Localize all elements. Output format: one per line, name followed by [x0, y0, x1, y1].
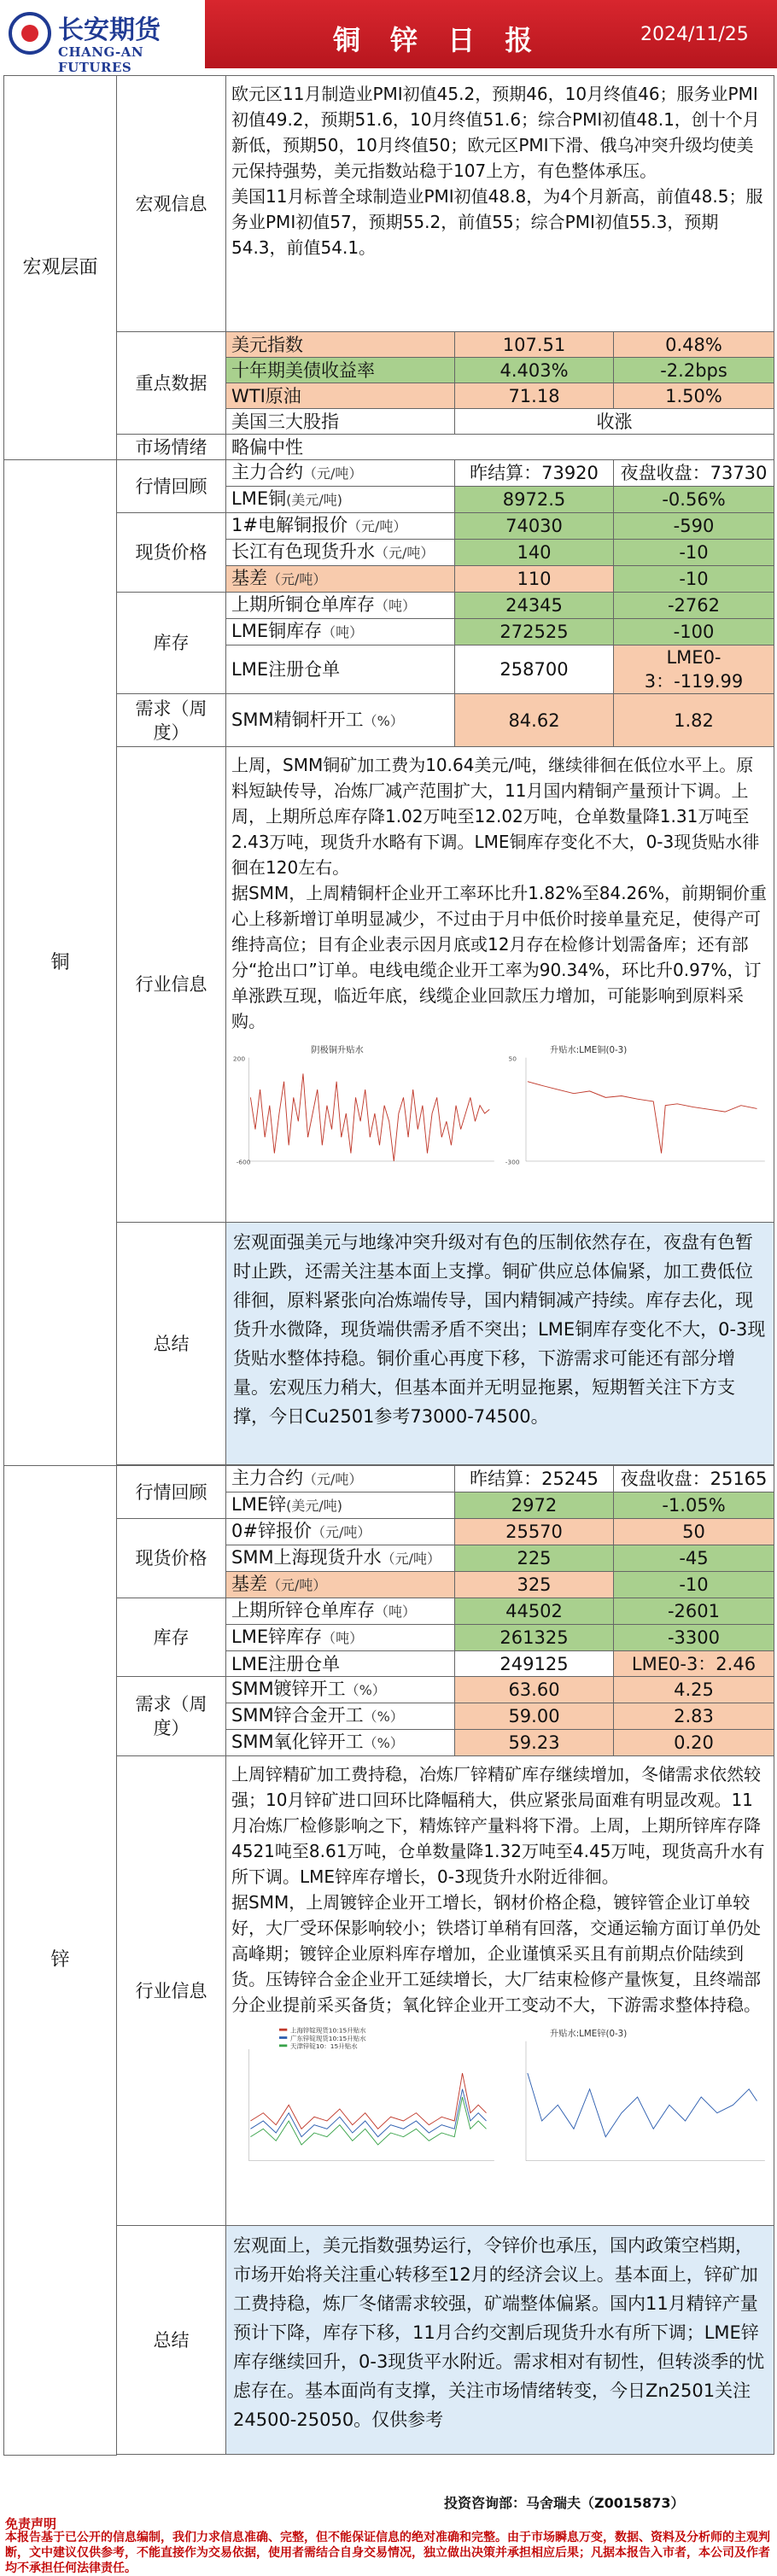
zinc-summary-text: 宏观面上，美元指数强势运行，令锌价也承压，国内政策空档期，市场开始将关注重心转移至12月的经济会议上。基本面上，锌矿加工费持稳，炼厂冬储需求较强，矿端整体偏紧。国内11月精锌产量预计下降，库存下移，11月合约交割后现货升水有所下调；LME锌库存继续回升，0-3现货平水附近。需求相对有韧性，但转淡季的忧虑存在。基本面尚有支撑，关注市场情绪转变，今日Zn2501关注24500-25050。仅供参考	[226, 2226, 774, 2455]
spot-value: 74030	[455, 513, 614, 540]
main-contract-label: 主力合约（元/吨）	[226, 1466, 455, 1492]
svg-text:200: 200	[232, 1054, 246, 1063]
demand-change: 4.25	[614, 1677, 774, 1703]
sentiment-label: 市场情绪	[117, 435, 226, 460]
spot-name: 1#电解铜报价（元/吨）	[226, 513, 455, 540]
industry-paragraph: 据SMM，上周镀锌企业开工增长，钢材价格企稳，镀锌管企业订单较好，大厂受环保影响较小；铁塔订单稍有回落，交通运输方面订单仍处高峰期；镀锌企业原料库存增加，企业谨慎采买且有前期点价陆续到货。压铸锌合金企业开工延续增长，大厂结束检修产量恢复，且终端部分企业提前采买备货；氧化锌企业开工变动不大，下游需求整体持稳。	[231, 1892, 761, 2015]
macro-info-label: 宏观信息	[117, 76, 226, 332]
demand-name: SMM精铜杆开工（%）	[226, 694, 455, 747]
consultant-info: 投资咨询部：马舍瑞夫（Z0015873）	[444, 2495, 685, 2511]
zinc-industry-text	[226, 1756, 774, 2226]
macro-key-label: 重点数据	[117, 332, 226, 435]
copper-summary-text: 宏观面强美元与地缘冲突升级对有色的压制依然存在，夜盘有色暂时止跌，还需关注基本面上支撑。铜矿供应总体偏紧，加工费低位徘徊，原料紧张向冶炼端传导，国内精铜减产持续。库存去化，现货升水微降，现货端供需矛盾不突出；LME铜库存变化不大，0-3现货贴水整体持稳。铜价重心再度下移，下游需求可能还有部分增量。宏观压力稍大，但基本面并无明显拖累，短期暂关注下方支撑，今日Cu2501参考73000-74500。	[226, 1223, 774, 1465]
copper-lme-spread-line	[527, 1082, 757, 1154]
inventory-name: LME铜库存（吨）	[226, 619, 455, 645]
zinc-lme-spread-chart	[502, 2019, 769, 2199]
spot-change: -45	[614, 1545, 774, 1572]
chart-title: 阴极铜升贴水	[311, 1045, 364, 1056]
spot-name: 长江有色现货升水（元/吨）	[226, 540, 455, 566]
spot-name: 0#锌报价（元/吨）	[226, 1519, 455, 1545]
zinc-premium-line-guangdong	[250, 2089, 486, 2137]
industry-paragraph: 据SMM，上周精铜杆企业开工率环比升1.82%至84.26%，前期铜价重心上移新增订单明显减少，不过由于月中低价时接单量充足，使得产可维持高位；目有企业表示因月底或12月存在检修计划需备库；还有部分“抢出口”订单。电线电缆企业开工率为90.34%，环比升0.97%，订单涨跌互现，临近年底，线缆企业回款压力增加，可能影响到原料采购。	[231, 883, 768, 1031]
key-data-change: 0.48%	[614, 332, 774, 358]
inventory-change: LME0-3：2.46	[614, 1651, 774, 1677]
spot-value: 110	[455, 566, 614, 593]
zinc-industry-label: 行业信息	[117, 1756, 226, 2226]
key-data-name: 十年期美债收益率	[226, 358, 455, 383]
demand-name: SMM锌合金开工（%）	[226, 1703, 455, 1730]
inventory-change: -3300	[614, 1625, 774, 1651]
inventory-change: -2601	[614, 1598, 774, 1625]
chart-title: 升贴水:LME锌(0-3)	[549, 2029, 627, 2040]
zinc-premium-chart-svg	[231, 2019, 499, 2199]
key-data-name: WTI原油	[226, 383, 455, 409]
logo-chinese: 长安期货	[58, 15, 161, 45]
copper-demand-label: 需求（周度）	[117, 694, 226, 747]
prev-settle: 昨结算：73920	[455, 460, 614, 487]
zinc-inventory-label: 库存	[117, 1598, 226, 1677]
demand-name: SMM镀锌开工（%）	[226, 1677, 455, 1703]
inventory-name: LME注册仓单	[226, 645, 455, 694]
spot-value: 140	[455, 540, 614, 566]
inventory-name: 上期所铜仓单库存（吨）	[226, 593, 455, 619]
logo-emblem-icon	[9, 12, 51, 55]
copper-lme-spread-chart-svg	[502, 1036, 769, 1215]
industry-paragraph: 上周，SMM铜矿加工费为10.64美元/吨，继续徘徊在低位水平上。原料短缺传导，冶炼厂减产范围扩大，11月国内精铜产量预计下调。上周，上期所总库存降1.02万吨至12.02万吨，仓单数量降1.31万吨至2.43万吨，现货升水略有下调。LME铜库存变化不大，0-3现货贴水徘徊在120左右。	[231, 755, 760, 878]
spot-change: -590	[614, 513, 774, 540]
lme-price-label: LME铜(美元/吨)	[226, 487, 455, 513]
inventory-change: -100	[614, 619, 774, 645]
copper-premium-chart	[231, 1036, 499, 1215]
spot-name: 基差（元/吨）	[226, 1572, 455, 1598]
inventory-change: LME0-3：-119.99	[614, 645, 774, 694]
demand-value: 84.62	[455, 694, 614, 747]
inventory-value: 261325	[455, 1625, 614, 1651]
logo	[0, 0, 205, 75]
night-close: 夜盘收盘：25165	[614, 1466, 774, 1492]
legend-entry: 天津锌锭10：15升贴水	[290, 2042, 358, 2051]
demand-change: 1.82	[614, 694, 774, 747]
spot-change: -10	[614, 540, 774, 566]
key-data-value: 4.403%	[455, 358, 614, 383]
inventory-change: -2762	[614, 593, 774, 619]
main-contract-label: 主力合约（元/吨）	[226, 460, 455, 487]
lme-price-value: 8972.5	[455, 487, 614, 513]
demand-change: 0.20	[614, 1730, 774, 1756]
spot-change: 50	[614, 1519, 774, 1545]
spot-change: -10	[614, 566, 774, 593]
spot-value: 225	[455, 1545, 614, 1572]
spot-change: -10	[614, 1572, 774, 1598]
copper-summary-label: 总结	[117, 1223, 226, 1465]
lme-price-value: 2972	[455, 1492, 614, 1519]
inventory-value: 258700	[455, 645, 614, 694]
key-data-change: 1.50%	[614, 383, 774, 409]
zinc-demand-label: 需求（周度）	[117, 1677, 226, 1756]
prev-settle: 昨结算：25245	[455, 1466, 614, 1492]
demand-change: 2.83	[614, 1703, 774, 1730]
demand-value: 63.60	[455, 1677, 614, 1703]
svg-text:50: 50	[507, 1054, 517, 1063]
copper-market-label: 行情回顾	[117, 460, 226, 513]
legend-entry: 广东锌锭现货10:15升贴水	[290, 2034, 366, 2042]
copper-lme-spread-chart	[502, 1036, 769, 1215]
lme-price-label: LME锌(美元/吨)	[226, 1492, 455, 1519]
logo-english: CHANG-AN FUTURES	[58, 44, 144, 75]
inventory-value: 249125	[455, 1651, 614, 1677]
inventory-name: LME锌库存（吨）	[226, 1625, 455, 1651]
disclaimer-title: 免责声明	[5, 2516, 57, 2532]
report-table	[3, 75, 774, 2456]
inventory-value: 272525	[455, 619, 614, 645]
spot-value: 25570	[455, 1519, 614, 1545]
svg-text:-600: -600	[236, 1158, 251, 1166]
zinc-spot-label: 现货价格	[117, 1519, 226, 1598]
key-data-value: 107.51	[455, 332, 614, 358]
key-data-name: 美元指数	[226, 332, 455, 358]
legend-entry: 上海锌锭现货10:15升贴水	[290, 2026, 366, 2035]
zinc-premium-line-tianjin	[250, 2097, 486, 2145]
zinc-lme-spread-chart-svg	[502, 2019, 769, 2199]
zinc-section-label: 锌	[4, 1466, 117, 2456]
report-footer	[0, 2489, 777, 2575]
demand-name: SMM氧化锌开工（%）	[226, 1730, 455, 1756]
copper-spot-label: 现货价格	[117, 513, 226, 593]
key-data-value: 71.18	[455, 383, 614, 409]
copper-premium-line	[250, 1073, 489, 1161]
zinc-market-label: 行情回顾	[117, 1466, 226, 1519]
spot-name: SMM上海现货升水（元/吨）	[226, 1545, 455, 1572]
lme-price-change: -1.05%	[614, 1492, 774, 1519]
night-close: 夜盘收盘：73730	[614, 460, 774, 487]
macro-info-paragraph: 美国11月标普全球制造业PMI初值48.8，为4个月新高，前值48.5；服务业PMI初值57，预期55.2，前值55；综合PMI初值55.3，预期54.3，前值54.1。	[231, 186, 763, 258]
zinc-premium-line-shanghai	[250, 2073, 486, 2129]
copper-inventory-label: 库存	[117, 593, 226, 694]
spot-value: 325	[455, 1572, 614, 1598]
lme-price-change: -0.56%	[614, 487, 774, 513]
report-header	[0, 0, 777, 75]
demand-value: 59.00	[455, 1703, 614, 1730]
industry-paragraph: 上周锌精矿加工费持稳，冶炼厂锌精矿库存继续增加，冬储需求依然较强；10月锌矿进口回环比降幅稍大，供应紧张局面难有明显改观。11月冶炼厂检修影响之下，精炼锌产量料将下滑。上周，上期所锌库存降4521吨至8.61万吨，仓单数量降1.32万吨至4.45万吨，现货高升水有所下调。LME锌库存增长，0-3现货升水附近徘徊。	[231, 1764, 765, 1887]
sentiment-value: 略偏中性	[226, 435, 774, 460]
report-title: 铜 锌 日 报	[333, 24, 543, 56]
macro-info-paragraph: 欧元区11月制造业PMI初值45.2，预期46，10月终值46；服务业PMI初值49.2，预期51.6，10月终值51.6；综合PMI初值48.1，创十个月新低，预期50，10月终值50；欧元区PMI下滑、俄乌冲突升级均使美元保持强势，美元指数站稳于107上方，有色整体承压。	[231, 84, 760, 181]
key-data-value: 收涨	[455, 409, 774, 435]
copper-industry-text	[226, 747, 774, 1223]
zinc-premium-chart	[231, 2019, 499, 2199]
svg-text:-300: -300	[505, 1158, 520, 1166]
copper-premium-chart-svg	[231, 1036, 499, 1215]
inventory-value: 44502	[455, 1598, 614, 1625]
spot-name: 基差（元/吨）	[226, 566, 455, 593]
key-data-name: 美国三大股指	[226, 409, 455, 435]
zinc-lme-spread-line	[527, 2073, 757, 2137]
chart-title: 升贴水:LME铜(0-3)	[549, 1045, 627, 1056]
demand-value: 59.23	[455, 1730, 614, 1756]
disclaimer-text: 本报告基于已公开的信息编制，我们力求信息准确、完整，但不能保证信息的绝对准确和完整。由于市场瞬息万变，数据、资料及分析师的主观判断，文中建议仅供参考，不能直接作为交易依据，使用者需结合自身交易情况，独立做出决策并承担相应后果；凡据本报告入市者，本公司及作者均不承担任何法律责任。	[5, 2531, 770, 2575]
copper-section-label: 铜	[4, 460, 117, 1466]
zinc-summary-label: 总结	[117, 2226, 226, 2455]
copper-industry-label: 行业信息	[117, 747, 226, 1223]
macro-section-label: 宏观层面	[4, 76, 117, 460]
macro-info-text	[226, 76, 774, 332]
report-date: 2024/11/25	[640, 24, 749, 45]
inventory-name: LME注册仓单	[226, 1651, 455, 1677]
inventory-name: 上期所锌仓单库存（吨）	[226, 1598, 455, 1625]
inventory-value: 24345	[455, 593, 614, 619]
key-data-change: -2.2bps	[614, 358, 774, 383]
